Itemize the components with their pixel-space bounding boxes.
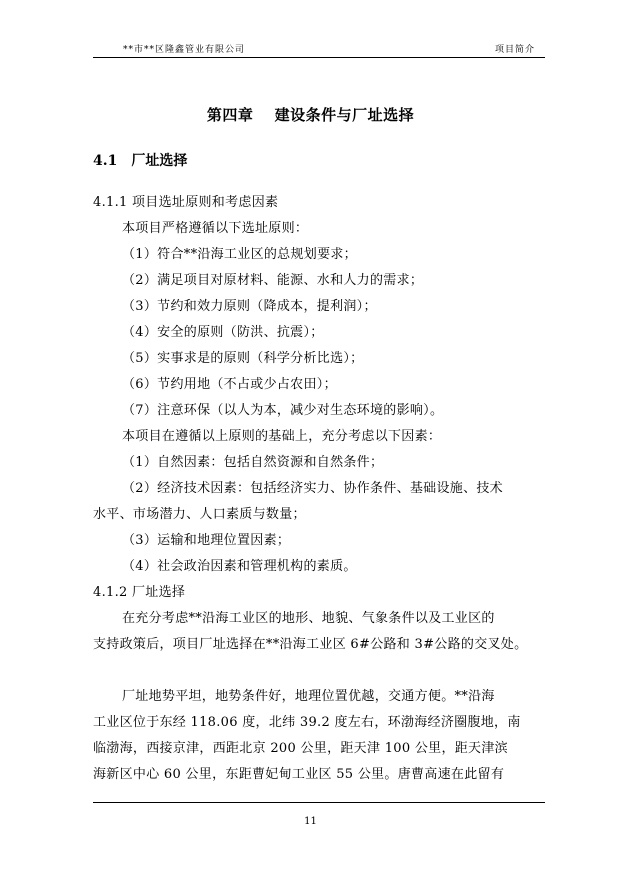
- factors-intro: 本项目在遵循以上原则的基础上，充分考虑以下因素：: [122, 429, 442, 444]
- paragraph-line: 支持政策后，项目厂址选择在**沿海工业区 6#公路和 3#公路的交叉处。: [93, 637, 528, 652]
- factor-item: （3）运输和地理位置因素；: [122, 533, 291, 548]
- subsection-heading: 4.1.2 厂址选择: [93, 585, 186, 600]
- factor-item: （2）经济技术因素：包括经济实力、协作条件、基础设施、技术: [122, 481, 503, 496]
- header-company: **市**区隆鑫管业有限公司: [123, 45, 246, 55]
- principle-item: （5）实事求是的原则（科学分析比选）；: [122, 351, 364, 366]
- principle-item: （3）节约和效力原则（降成本，提利润）；: [122, 299, 377, 314]
- section-title-text: 厂址选择: [131, 153, 188, 169]
- page-header: [93, 40, 545, 56]
- header-rule: [93, 57, 545, 58]
- chapter-title: 第四章 建设条件与厂址选择: [206, 106, 415, 124]
- principle-item: （2）满足项目对原材料、能源、水和人力的需求；: [122, 273, 424, 288]
- section-title: [93, 150, 187, 170]
- principles-intro: 本项目严格遵循以下选址原则：: [122, 221, 309, 236]
- paragraph-line: 海新区中心 60 公里，东距曹妃甸工业区 55 公里。唐曹高速在此留有: [93, 767, 505, 782]
- factor-item: （1）自然因素：包括自然资源和自然条件；: [122, 455, 384, 470]
- footer-rule: [93, 802, 545, 803]
- factor-item: （4）社会政治因素和管理机构的素质。: [122, 559, 357, 574]
- paragraph-line: 厂址地势平坦，地势条件好，地理位置优越，交通方便。**沿海: [122, 689, 495, 704]
- principle-item: （1）符合**沿海工业区的总规划要求；: [122, 247, 357, 262]
- principle-item: （6）节约用地（不占或少占农田）；: [122, 377, 337, 392]
- section-number: 4.1: [93, 153, 118, 169]
- principle-item: （7）注意环保（以人为本，减少对生态环境的影响）。: [122, 403, 444, 418]
- paragraph-line: 工业区位于东经 118.06 度，北纬 39.2 度左右，环渤海经济圈腹地，南: [93, 715, 521, 730]
- paragraph-line: 在充分考虑**沿海工业区的地形、地貌、气象条件以及工业区的: [122, 611, 495, 626]
- header-section: 项目简介: [494, 45, 535, 55]
- principle-item: （4）安全的原则（防洪、抗震）；: [122, 325, 324, 340]
- factor-item-continued: 水平、市场潜力、人口素质与数量；: [93, 507, 306, 522]
- page-number: 11: [304, 816, 317, 827]
- paragraph-line: 临渤海，西接京津，西距北京 200 公里，距天津 100 公里，距天津滨: [93, 741, 508, 756]
- subsection-heading: 4.1.1 项目选址原则和考虑因素: [93, 195, 279, 210]
